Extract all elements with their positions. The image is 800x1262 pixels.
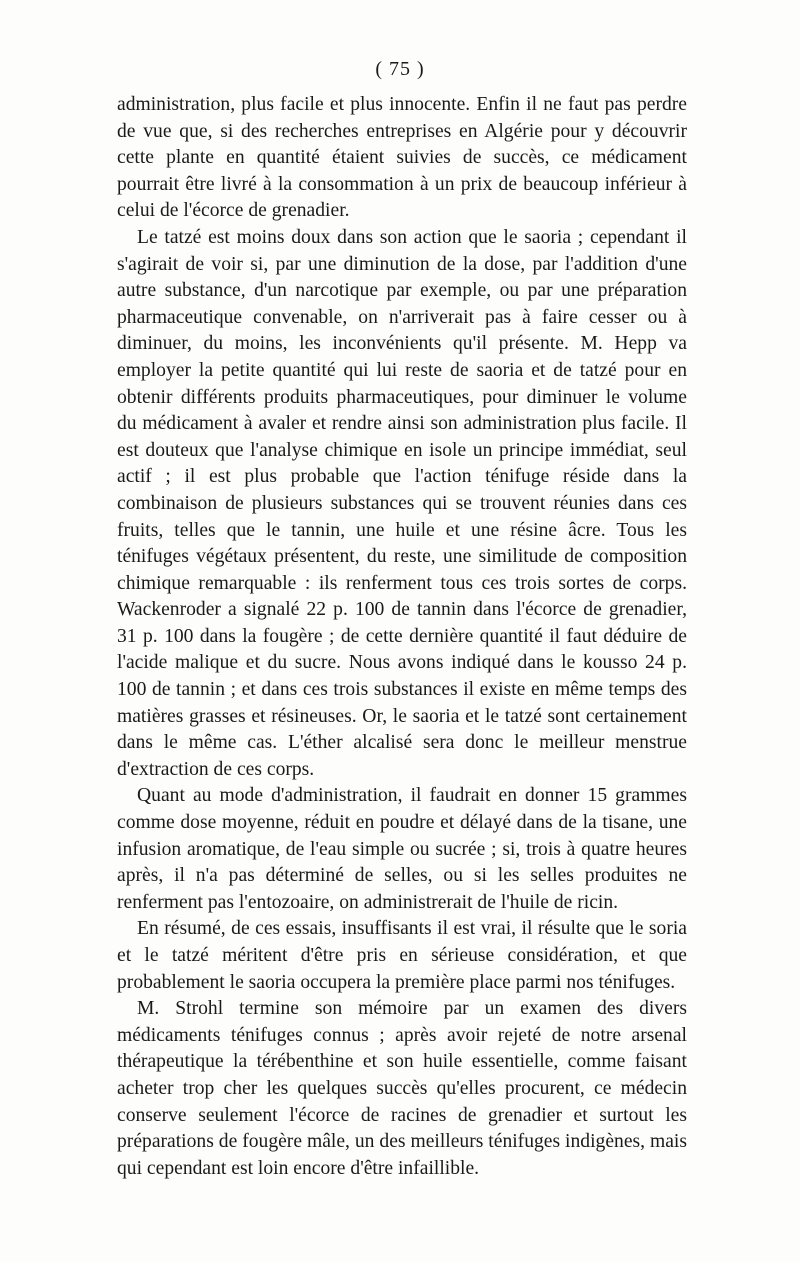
paragraph: M. Strohl termine son mémoire par un examen des divers médicaments ténifuges connus ; après avoir rejeté de notre arsenal thérapeutique la térébenthine et son huile essentielle, comme faisant acheter trop cher les quelques succès qu'elles procurent, ce médecin conserve seulement l'écorce de racines de grenadier et surtout les préparations de fougère mâle, un des meilleurs ténifuges indigènes, mais qui cependant est loin encore d'être infaillible.: [117, 998, 687, 1179]
paragraph: Le tatzé est moins doux dans son action que le saoria ; cependant il s'agirait de voir si, par une diminution de la dose, par l'addition d'une autre substance, d'un narcotique par exemple, ou par une préparation pharmaceutique convenable, on n'arriverait pas à faire cesser ou à diminuer, du moins, les inconvénients qu'il présente. M. Hepp va employer la petite quantité qui lui reste de saoria et de tatzé pour en obtenir différents produits pharmaceutiques, pour diminuer le volume du médicament à avaler et rendre ainsi son administration plus facile. Il est douteux que l'analyse chimique en isole un principe immédiat, seul actif ; il est plus probable que l'action ténifuge réside dans la combinaison de plusieurs substances qui se trouvent réunies dans ces fruits, telles que le tannin, une huile et une résine âcre. Tous les ténifuges végétaux présentent, du reste, une similitude de composition chimique remarquable : ils renferment tous ces trois sortes de corps. Wackenroder a signalé 22 p. 100 de tannin dans l'écorce de grenadier, 31 p. 100 dans la fougère ; de cette dernière quantité il faut déduire de l'acide malique et du sucre. Nous avons indiqué dans le kousso 24 p. 100 de tannin ; et dans ces trois substances il existe en même temps des matières grasses et résineuses. Or, le saoria et le tatzé sont certainement dans le même cas. L'éther alcalisé sera donc le meilleur menstrue d'extraction de ces corps.: [117, 226, 687, 780]
paragraph: En résumé, de ces essais, insuffisants il est vrai, il résulte que le soria et le tatzé méritent d'être pris en sérieuse considération, et que probablement le saoria occupera la première place parmi nos ténifuges.: [117, 918, 687, 993]
page-number: ( 75 ): [375, 58, 425, 80]
body-text: [117, 92, 687, 1182]
paragraph: Quant au mode d'administration, il faudrait en donner 15 grammes comme dose moyenne, réduit en poudre et délayé dans de la tisane, une infusion aromatique, de l'eau simple ou sucrée ; si, trois à quatre heures après, il n'a pas déterminé de selles, ou si les selles produites ne renferment pas l'entozoaire, on administrerait de l'huile de ricin.: [117, 785, 687, 913]
paragraph: administration, plus facile et plus innocente. Enfin il ne faut pas perdre de vue que, si des recherches entreprises en Algérie pour y découvrir cette plante en quantité étaient suivies de succès, ce médicament pourrait être livré à la consommation à un prix de beaucoup inférieur à celui de l'écorce de grenadier.: [117, 94, 687, 222]
